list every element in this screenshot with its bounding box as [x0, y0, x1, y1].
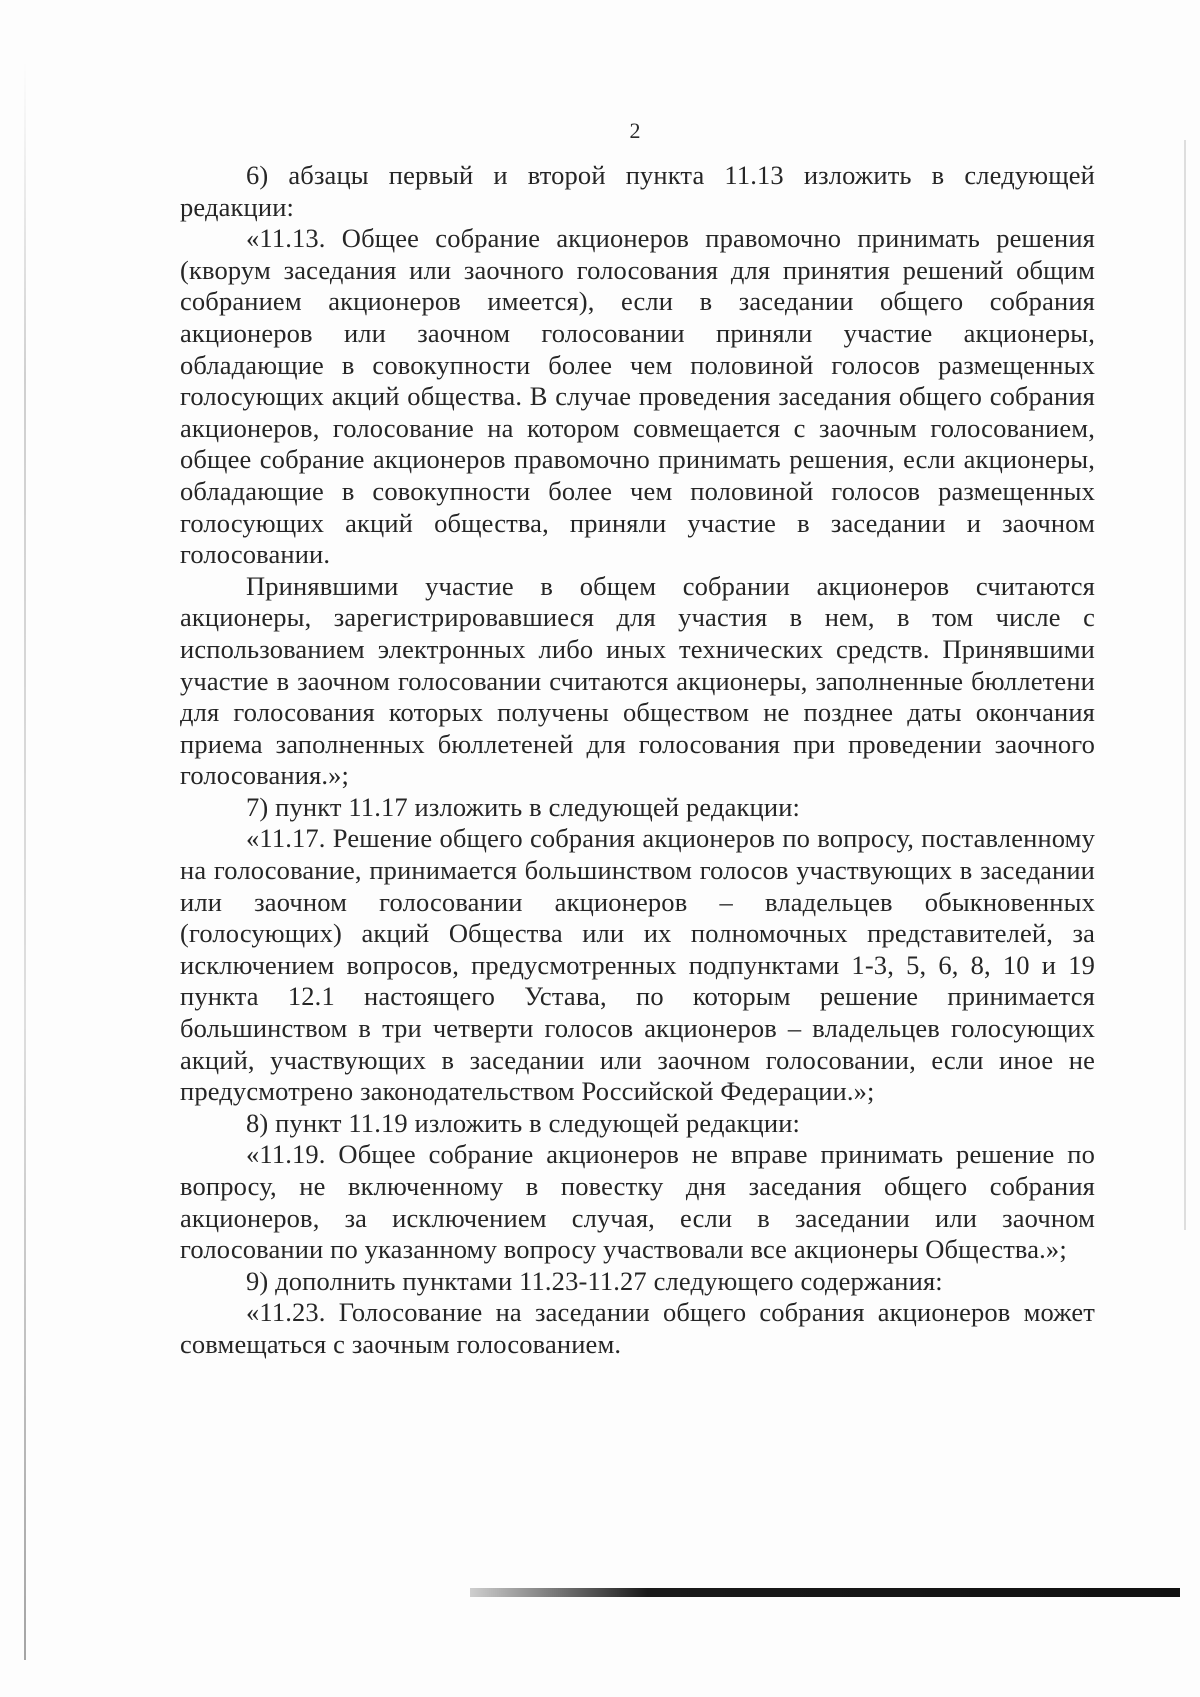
paragraph-clause-11-23: «11.23. Голосование на заседании общего собрания акционеров может совмещаться с заочным голосованием. [180, 1297, 1095, 1359]
paragraph-clause-11-13-second: Принявшими участие в общем собрании акционеров считаются акционеры, зарегистрировавшиеся для участия в нем, в том числе с использованием электронных либо иных технических средств. Принявшими участие в заочном голосовании считаются акционеры, заполненные бюллетени для голосования которых получены обществом не позднее даты окончания приема заполненных бюллетеней для голосования при проведении заочного голосования.»; [180, 570, 1095, 791]
paragraph-item-9-intro: 9) дополнить пунктами 11.23-11.27 следующего содержания: [246, 1265, 943, 1296]
scan-bottom-shadow [470, 1588, 1180, 1597]
paragraph-clause-11-13: «11.13. Общее собрание акционеров правомочно принимать решения (кворум заседания или заочного голосования для принятия решений общим собранием акционеров имеется), если в заседании общего собрания акционеров или заочном голосовании приняли участие акционеры, обладающие в совокупности более чем половиной голосов размещенных голосующих акций общества. В случае проведения заседания общего собрания акционеров, голосование на котором совмещается с заочным голосованием, общее собрание акционеров правомочно принимать решения, если акционеры, обладающие в совокупности более чем половиной голосов размещенных голосующих акций общества, приняли участие в заседании и заочном голосовании. [180, 223, 1095, 570]
scan-edge-right [1184, 140, 1186, 1230]
paragraph-clause-11-17: «11.17. Решение общего собрания акционеров по вопросу, поставленному на голосование, принимается большинством голосов участвующих в заседании или заочном голосовании акционеров – владельцев обыкновенных (голосующих) акций Общества или их полномочных представителей, за исключением вопросов, предусмотренных подпунктами 1-3, 5, 6, 8, 10 и 19 пункта 12.1 настоящего Устава, по которым решение принимается большинством в три четверти голосов акционеров – владельцев голосующих акций, участвующих в заседании или заочном голосовании, если иное не предусмотрено законодательством Российской Федерации.»; [180, 823, 1095, 1107]
paragraph-item-6-intro: 6) абзацы первый и второй пункта 11.13 изложить в следующей редакции: [180, 160, 1095, 222]
paragraph-clause-11-19: «11.19. Общее собрание акционеров не вправе принимать решение по вопросу, не включенному в повестку дня заседания общего собрания акционеров, за исключением случая, если в заседании или заочном голосовании по указанному вопросу участвовали все акционеры Общества.»; [180, 1139, 1095, 1265]
page-number: 2 [629, 118, 641, 143]
paragraph-item-8-intro: 8) пункт 11.19 изложить в следующей редакции: [246, 1107, 801, 1138]
scan-edge-left [24, 60, 26, 1660]
document-body [180, 160, 1095, 1361]
paragraph-item-7-intro: 7) пункт 11.17 изложить в следующей редакции: [246, 791, 801, 822]
